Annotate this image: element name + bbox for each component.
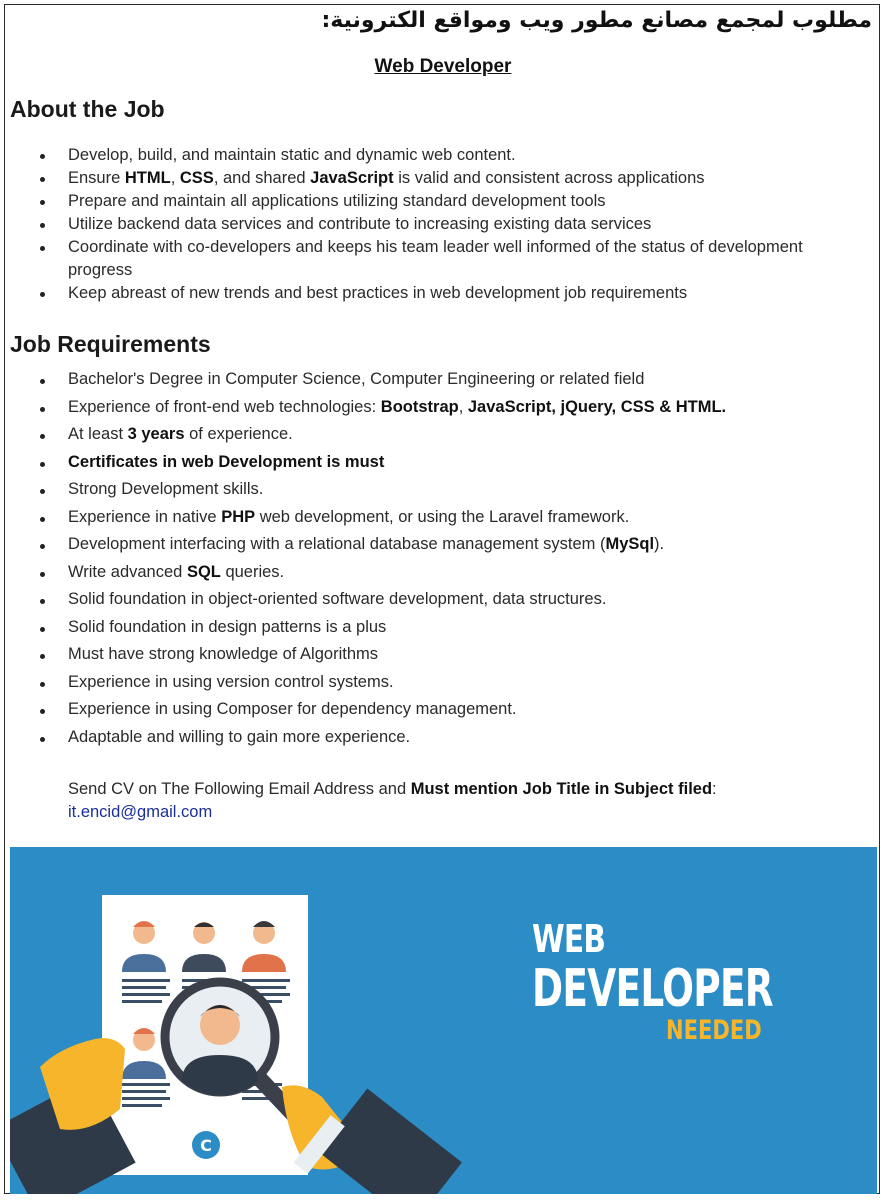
email-address[interactable]: it.encid@gmail.com — [68, 803, 213, 821]
requirement-item: Development interfacing with a relational database management system (MySql). — [0, 534, 858, 554]
requirement-item: Experience in using version control systems. — [0, 672, 858, 692]
requirement-item: Write advanced SQL queries. — [0, 562, 858, 582]
about-item: Prepare and maintain all applications utilizing standard development tools — [0, 190, 858, 213]
right-hand-icon — [282, 1085, 462, 1194]
about-item: Coordinate with co-developers and keeps his team leader well informed of the status of development progress — [0, 236, 858, 282]
about-heading: About the Job — [10, 96, 165, 122]
company-logo-icon — [192, 1131, 220, 1159]
logo-letter: C — [200, 1136, 212, 1155]
requirement-item: Solid foundation in design patterns is a plus — [0, 617, 858, 637]
banner-line-developer: DEVELOPER — [532, 959, 773, 1019]
requirement-item: Adaptable and willing to gain more experience. — [0, 727, 858, 747]
about-list — [0, 144, 858, 305]
requirement-item: At least 3 years of experience. — [0, 424, 858, 444]
requirements-heading: Job Requirements — [10, 331, 211, 357]
job-title: Web Developer — [374, 56, 512, 77]
about-item: Utilize backend data services and contribute to increasing existing data services — [0, 213, 858, 236]
contact-instructions: Send CV on The Following Email Address and Must mention Job Title in Subject filed: it.encid@gmail.com — [68, 780, 717, 821]
about-item: Ensure HTML, CSS, and shared JavaScript is valid and consistent across applications — [0, 167, 858, 190]
arabic-headline: مطلوب لمجمع مصانع مطور ويب ومواقع الكترونية: — [321, 8, 872, 33]
requirement-item: Solid foundation in object-oriented software development, data structures. — [0, 589, 858, 609]
requirement-item: Must have strong knowledge of Algorithms — [0, 644, 858, 664]
requirement-item: Experience in using Composer for dependency management. — [0, 699, 858, 719]
requirement-item: Strong Development skills. — [0, 479, 858, 499]
web-developer-banner — [10, 847, 877, 1194]
banner-line-needed: NEEDED — [666, 1015, 762, 1046]
requirements-list — [0, 369, 858, 754]
requirement-item: Certificates in web Development is must — [0, 452, 858, 472]
requirement-item: Experience in native PHP web development, or using the Laravel framework. — [0, 507, 858, 527]
about-item: Keep abreast of new trends and best practices in web development job requirements — [0, 282, 858, 305]
about-item: Develop, build, and maintain static and dynamic web content. — [0, 144, 858, 167]
banner-line-web: WEB — [532, 917, 606, 961]
requirement-item: Bachelor's Degree in Computer Science, Computer Engineering or related field — [0, 369, 858, 389]
requirement-item: Experience of front-end web technologies: Bootstrap, JavaScript, jQuery, CSS & HTML. — [0, 397, 858, 417]
